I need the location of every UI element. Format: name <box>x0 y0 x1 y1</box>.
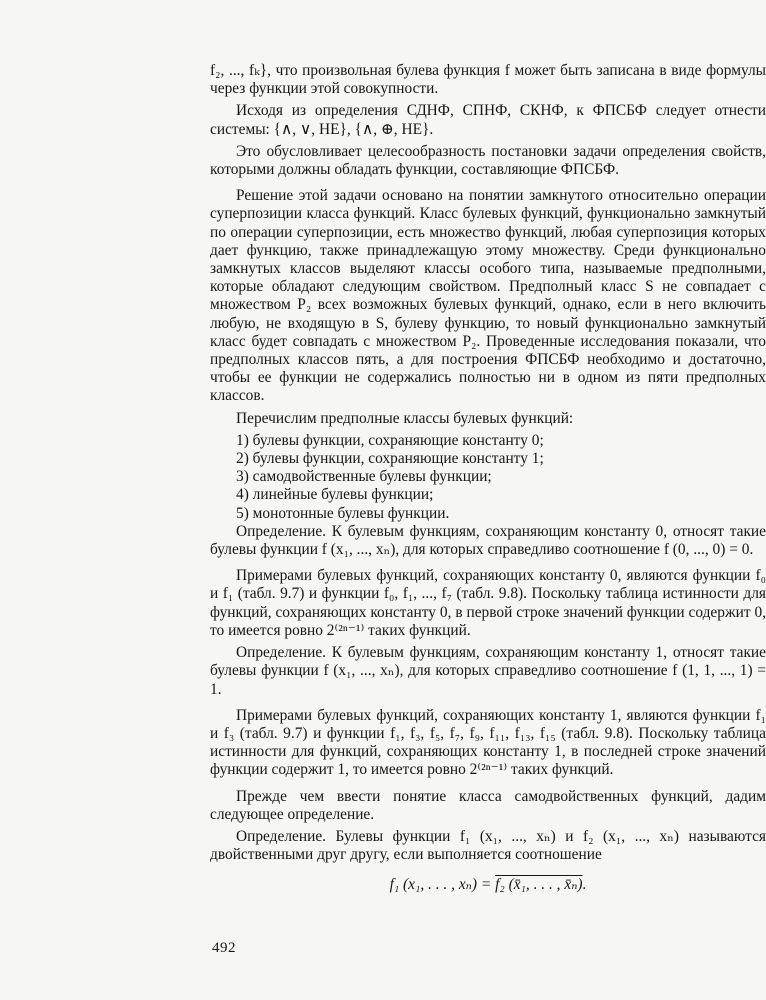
formula-right: f₂ (x̄₁, . . . , x̄ₙ) <box>495 876 583 894</box>
definition-const0: Определение. К булевым функциям, сохраняющим константу 0, относят такие булевы функции f (x₁, ..., xₙ), для которых справедливо соотношение f (0, ..., 0) = 0. <box>210 522 766 559</box>
list-item: 5) монотонные булевы функции. <box>236 504 450 522</box>
paragraph-2: Исходя из определения СДНФ, СПНФ, СКНФ, к ФПСБФ следует отнести системы: {∧, ∨, НЕ}, {∧, ⊕, НЕ}. <box>210 102 766 138</box>
paragraph-1: f₂, ..., fₖ}, что произвольная булева функция f может быть записана в виде формулы через функции этой совокупности. <box>210 62 766 98</box>
body-text <box>210 62 766 895</box>
page-number: 492 <box>212 940 236 956</box>
examples-const0: Примерами булевых функций, сохраняющих константу 0, являются функции f₀ и f₁ (табл. 9.7) и функции f₀, f₁, ..., f₇ (табл. 9.8). Поскольку таблица истинности для функций, сохраняющих константу 0, в первой строке значений функции содержит 0, то имеется ровно 2⁽²ⁿ⁻¹⁾ таких функций. <box>210 567 766 639</box>
list-item: 3) самодвойственные булевы функции; <box>236 468 492 486</box>
definition-const1: Определение. К булевым функциям, сохраняющим константу 1, относят такие булевы функции f (x₁, ..., xₙ), для которых справедливо соотношение f (1, 1, ..., 1) = 1. <box>210 644 766 698</box>
preplete-classes-list <box>210 432 766 523</box>
paragraph-3: Это обусловливает целесообразность постановки задачи определения свойств, которыми должны обладать функции, составляющие ФПСБФ. <box>210 142 766 179</box>
duality-formula <box>210 876 766 894</box>
list-item: 4) линейные булевы функции; <box>236 486 434 504</box>
list-item: 2) булевы функции, сохраняющие константу 1; <box>236 450 544 468</box>
formula-left: f₁ (x₁, . . . , xₙ) = <box>389 876 496 894</box>
paragraph-4: Решение этой задачи основано на понятии замкнутого относительно операции суперпозиции класса функций. Класс булевых функций, функционально замкнутый по операции суперпозиции, есть множество функций, любая суперпозиция которых дает функцию, также принадлежащую этому множеству. Среди функционально замкнутых классов выделяют классы особого типа, называемые предполными, которые обладают следующим свойством. Предполный класс S не совпадает с множеством P₂ всех возможных булевых функций, однако, если в него включить любую, не входящую в S, булеву функцию, то новый функционально замкнутый класс будет совпадать с множеством P₂. Проведенные исследования показали, что предполных классов пять, а для построения ФПСБФ необходимо и достаточно, чтобы ее функции не содержались полностью ни в одном из пяти предполных классов. <box>210 187 766 405</box>
list-item: 1) булевы функции, сохраняющие константу 0; <box>236 431 544 449</box>
paragraph-5: Перечислим предполные классы булевых функций: <box>236 409 574 427</box>
formula-end: . <box>582 876 587 894</box>
intro-self-dual: Прежде чем ввести понятие класса самодвойственных функций, дадим следующее определение. <box>210 787 766 823</box>
definition-dual: Определение. Булевы функции f₁ (x₁, ..., xₙ) и f₂ (x₁, ..., xₙ) называются двойственными друг другу, если выполняется соотношение <box>210 827 766 864</box>
examples-const1: Примерами булевых функций, сохраняющих константу 1, являются функции f₁ и f₃ (табл. 9.7) и функции f₁, f₃, f₅, f₇, f₉, f₁₁, f₁₃, f₁₅ (табл. 9.8). Поскольку таблица истинности для функций, сохраняющих константу 1, в последней строке значений функции содержит 1, то имеется ровно 2⁽²ⁿ⁻¹⁾ таких функций. <box>210 706 766 779</box>
